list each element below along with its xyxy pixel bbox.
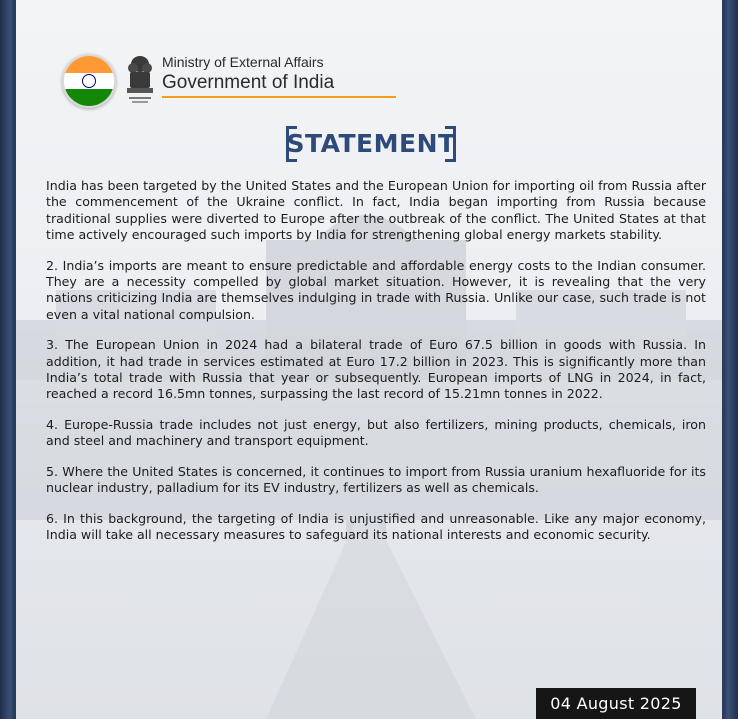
- statement-page: [16, 0, 722, 719]
- page-title: STATEMENT: [286, 129, 456, 158]
- paragraph-3: 3. The European Union in 2024 had a bilateral trade of Euro 67.5 billion in goods with Russia. In addition, it had trade in services estimated at Euro 17.2 billion in 2023. This is significantly more than India’s total trade with Russia that year or subsequently. European imports of LNG in 2024, in fact, reached a record 16.5mn tonnes, surpassing the last record of 15.21mn tonnes in 2022.: [46, 337, 706, 402]
- statement-body: [46, 178, 706, 557]
- ministry-name: Ministry of External Affairs: [162, 54, 324, 70]
- date-badge: 04 August 2025: [536, 688, 696, 719]
- paragraph-5: 5. Where the United States is concerned, it continues to import from Russia uranium hexafluoride for its nuclear industry, palladium for its EV industry, fertilizers as well as chemicals.: [46, 463, 706, 496]
- header-accent-line: [162, 96, 396, 98]
- indian-flag-icon: [62, 54, 116, 108]
- paragraph-4: 4. Europe-Russia trade includes not just energy, but also fertilizers, mining products, chemicals, iron and steel and machinery and transport equipment.: [46, 416, 706, 449]
- government-name: Government of India: [162, 72, 335, 93]
- national-emblem-icon: [124, 52, 156, 106]
- paragraph-6: 6. In this background, the targeting of India is unjustified and unreasonable. Like any major economy, India will take all necessary measures to safeguard its national interests and economic security.: [46, 510, 706, 542]
- paragraph-intro: India has been targeted by the United States and the European Union for importing oil from Russia after the commencement of the Ukraine conflict. In fact, India began importing from Russia because traditional supplies were diverted to Europe after the outbreak of the conflict. The United States at that time actively encouraged such imports by India for strengthening global energy markets stability.: [46, 178, 706, 243]
- ministry-header: [62, 50, 402, 110]
- title-frame: [286, 126, 456, 162]
- paragraph-2: 2. India’s imports are meant to ensure predictable and affordable energy costs to the Indian consumer. They are a necessity compelled by global market situation. However, it is revealing that the very nations criticizing India are themselves indulging in trade with Russia. Unlike our case, such trade is not even a vital national compulsion.: [46, 257, 706, 322]
